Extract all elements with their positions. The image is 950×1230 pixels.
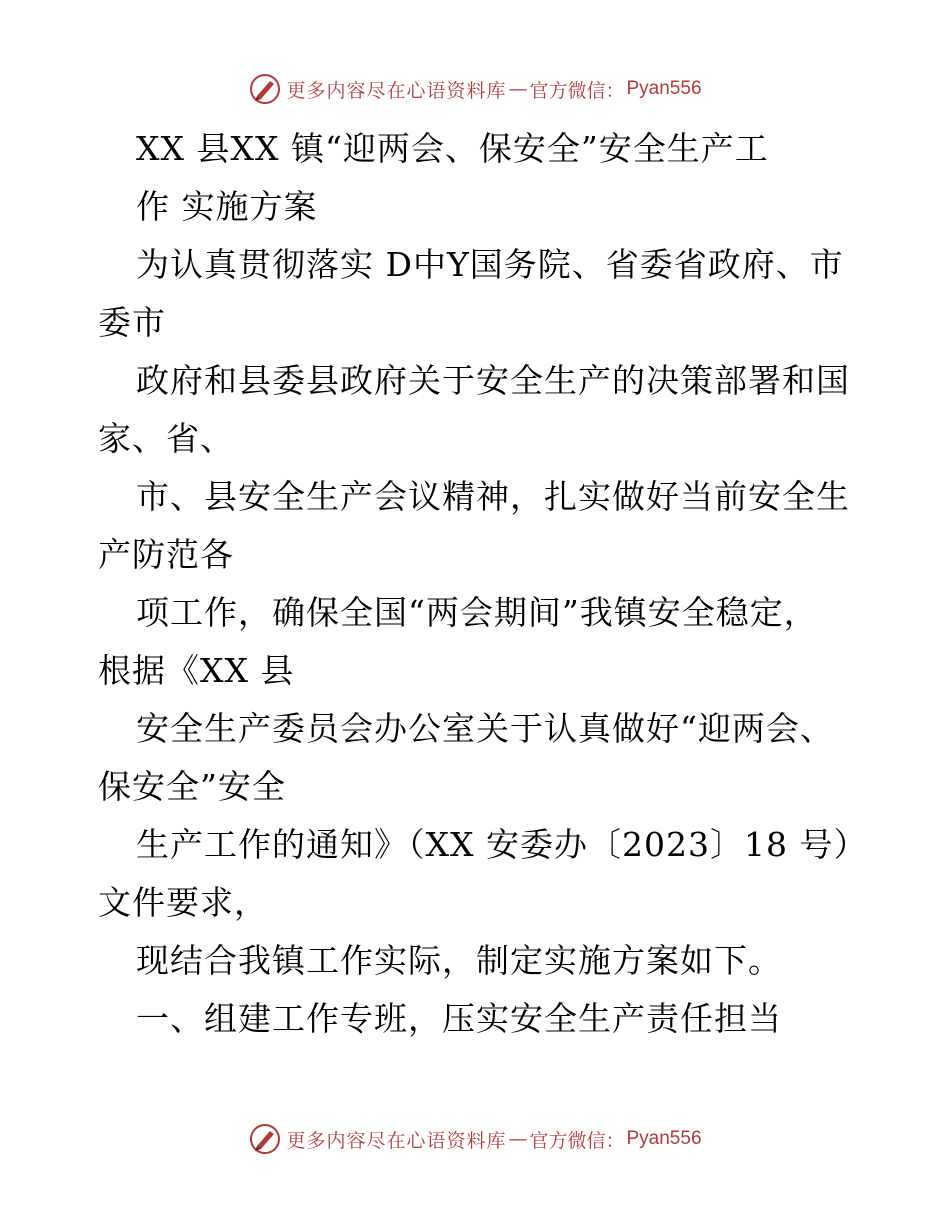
section-heading: 一、组建工作专班，压实安全生产责任担当 xyxy=(136,999,782,1038)
doc-text-line: 为认真贯彻落实 D中Y国务院、省委省政府、市 xyxy=(136,245,844,284)
doc-text-line: 产防范各 xyxy=(98,535,234,574)
doc-text-line: 委市 xyxy=(98,303,166,342)
watermark-text: 更多内容尽在心语资料库 xyxy=(286,1129,507,1152)
doc-text-line: 政府和县委县政府关于安全生产的决策部署和国 xyxy=(136,361,850,400)
watermark-wechat-label: 官方微信： xyxy=(529,79,625,102)
watermark-top xyxy=(0,72,950,106)
document-body xyxy=(98,120,868,1048)
doc-text-line: 保安全”安全 xyxy=(98,767,286,806)
watermark-text: 更多内容尽在心语资料库 xyxy=(286,79,507,102)
doc-text-line: 安全生产委员会办公室关于认真做好“迎两会、 xyxy=(136,709,834,748)
doc-text-line: 项工作，确保全国“两会期间”我镇安全稳定， xyxy=(136,593,818,632)
pen-logo-icon xyxy=(248,1122,282,1156)
doc-text-line: 生产工作的通知》（XX 安委办〔2023〕18 号） xyxy=(136,825,868,864)
watermark-wechat-id: Pyan556 xyxy=(626,1128,702,1149)
doc-text-line: 市、县安全生产会议精神，扎实做好当前安全生 xyxy=(136,477,850,516)
doc-text-line: 现结合我镇工作实际，制定实施方案如下。 xyxy=(136,941,782,980)
doc-title-line-2: 作 实施方案 xyxy=(136,187,318,226)
watermark-wechat-label: 官方微信： xyxy=(529,1129,625,1152)
watermark-bottom xyxy=(0,1122,950,1156)
doc-title-line-1: XX 县XX 镇“迎两会、保安全”安全生产工 xyxy=(136,129,769,168)
watermark-separator: — xyxy=(508,1128,528,1150)
doc-text-line: 根据《XX 县 xyxy=(98,651,295,690)
doc-text-line: 文件要求， xyxy=(98,883,268,922)
pen-logo-icon xyxy=(248,72,282,106)
doc-text-line: 家、省、 xyxy=(98,419,234,458)
watermark-separator: — xyxy=(508,78,528,100)
watermark-wechat-id: Pyan556 xyxy=(626,78,702,99)
